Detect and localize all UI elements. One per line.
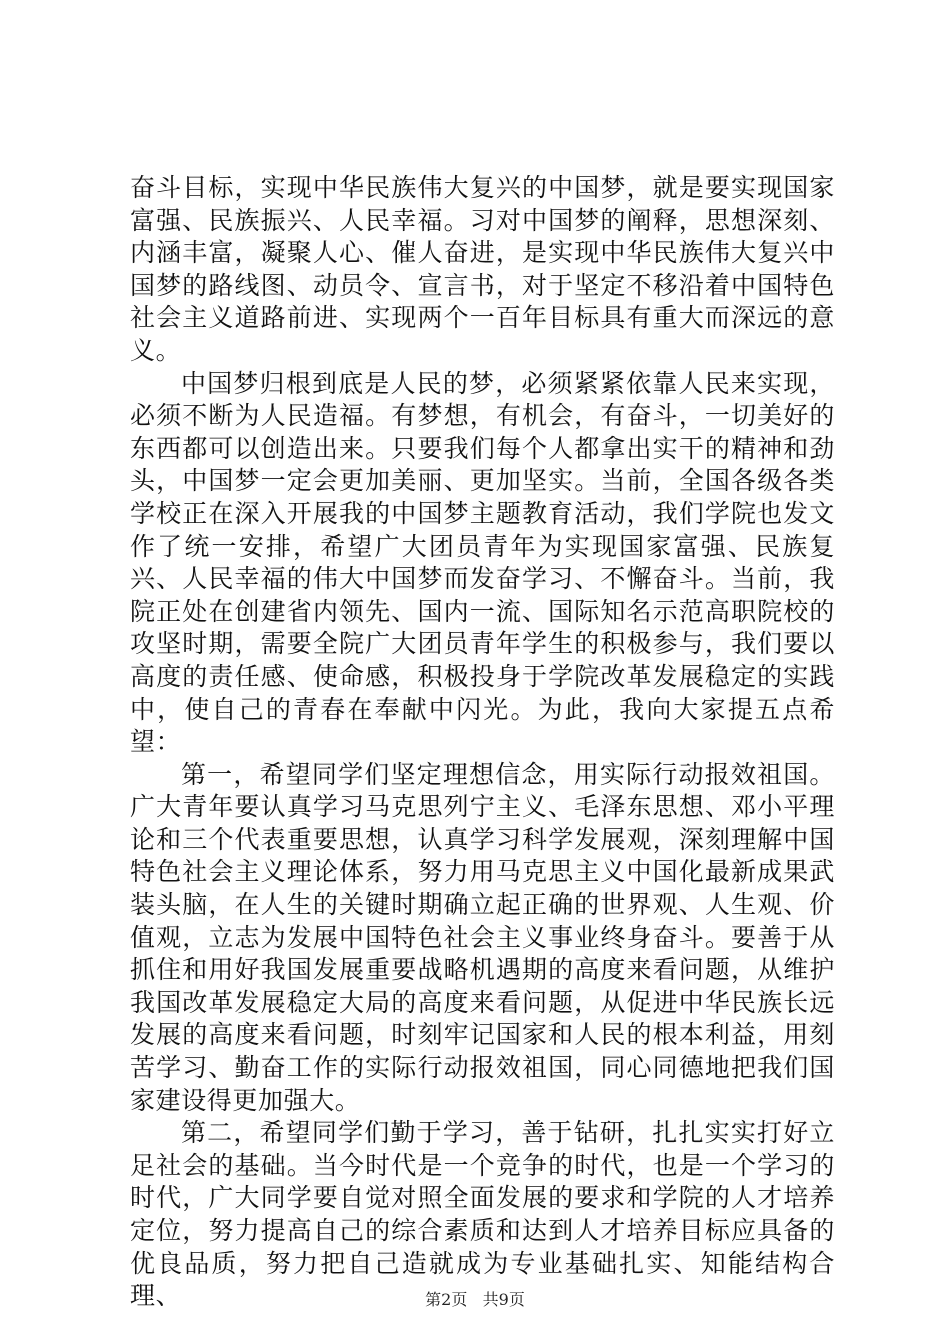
paragraph-3: 第一，希望同学们坚定理想信念，用实际行动报效祖国。广大青年要认真学习马克思列宁主义、毛泽东思想、邓小平理论和三个代表重要思想，认真学习科学发展观，深刻理解中国特色社会主义理论体系，努力用马克思主义中国化最新成果武装头脑，在人生的关键时期确立起正确的世界观、人生观、价值观，立志为发展中国特色社会主义事业终身奋斗。要善于从抓住和用好我国发展重要战略机遇期的高度来看问题，从维护我国改革发展稳定大局的高度来看问题，从促进中华民族长远发展的高度来看问题，时刻牢记国家和人民的根本利益，用刻苦学习、勤奋工作的实际行动报效祖国，同心同德地把我们国家建设得更加强大。 (130, 759, 835, 1115)
page-separator (472, 1290, 477, 1309)
paragraph-2: 中国梦归根到底是人民的梦，必须紧紧依靠人民来实现，必须不断为人民造福。有梦想，有机会，有奋斗，一切美好的东西都可以创造出来。只要我们每个人都拿出实干的精神和劲头，中国梦一定会更加美丽、更加坚实。当前，全国各级各类学校正在深入开展我的中国梦主题教育活动，我们学院也发文作了统一安排，希望广大团员青年为实现国家富强、民族复兴、人民幸福的伟大中国梦而发奋学习、不懈奋斗。当前，我院正处在创建省内领先、国内一流、国际知名示范高职院校的攻坚时期，需要全院广大团员青年学生的积极参与，我们要以高度的责任感、使命感，积极投身于学院改革发展稳定的实践中，使自己的青春在奉献中闪光。为此，我向大家提五点希望： (130, 368, 835, 757)
page-number: 第2页 (425, 1290, 468, 1309)
page-total: 共9页 (482, 1290, 525, 1309)
page-footer (0, 1290, 950, 1310)
paragraph-4: 第二，希望同学们勤于学习，善于钻研，扎扎实实打好立足社会的基础。当今时代是一个竞争的时代，也是一个学习的时代，广大同学要自觉对照全面发展的要求和学院的人才培养定位，努力提高自己的综合素质和达到人才培养目标应具备的优良品质，努力把自己造就成为专业基础扎实、知能结构合理、 (130, 1118, 835, 1311)
document-body (130, 172, 835, 1313)
paragraph-1: 奋斗目标，实现中华民族伟大复兴的中国梦，就是要实现国家富强、民族振兴、人民幸福。习对中国梦的阐释，思想深刻、内涵丰富，凝聚人心、催人奋进，是实现中华民族伟大复兴中国梦的路线图、动员令、宣言书，对于坚定不移沿着中国特色社会主义道路前进、实现两个一百年目标具有重大而深远的意义。 (130, 173, 835, 365)
